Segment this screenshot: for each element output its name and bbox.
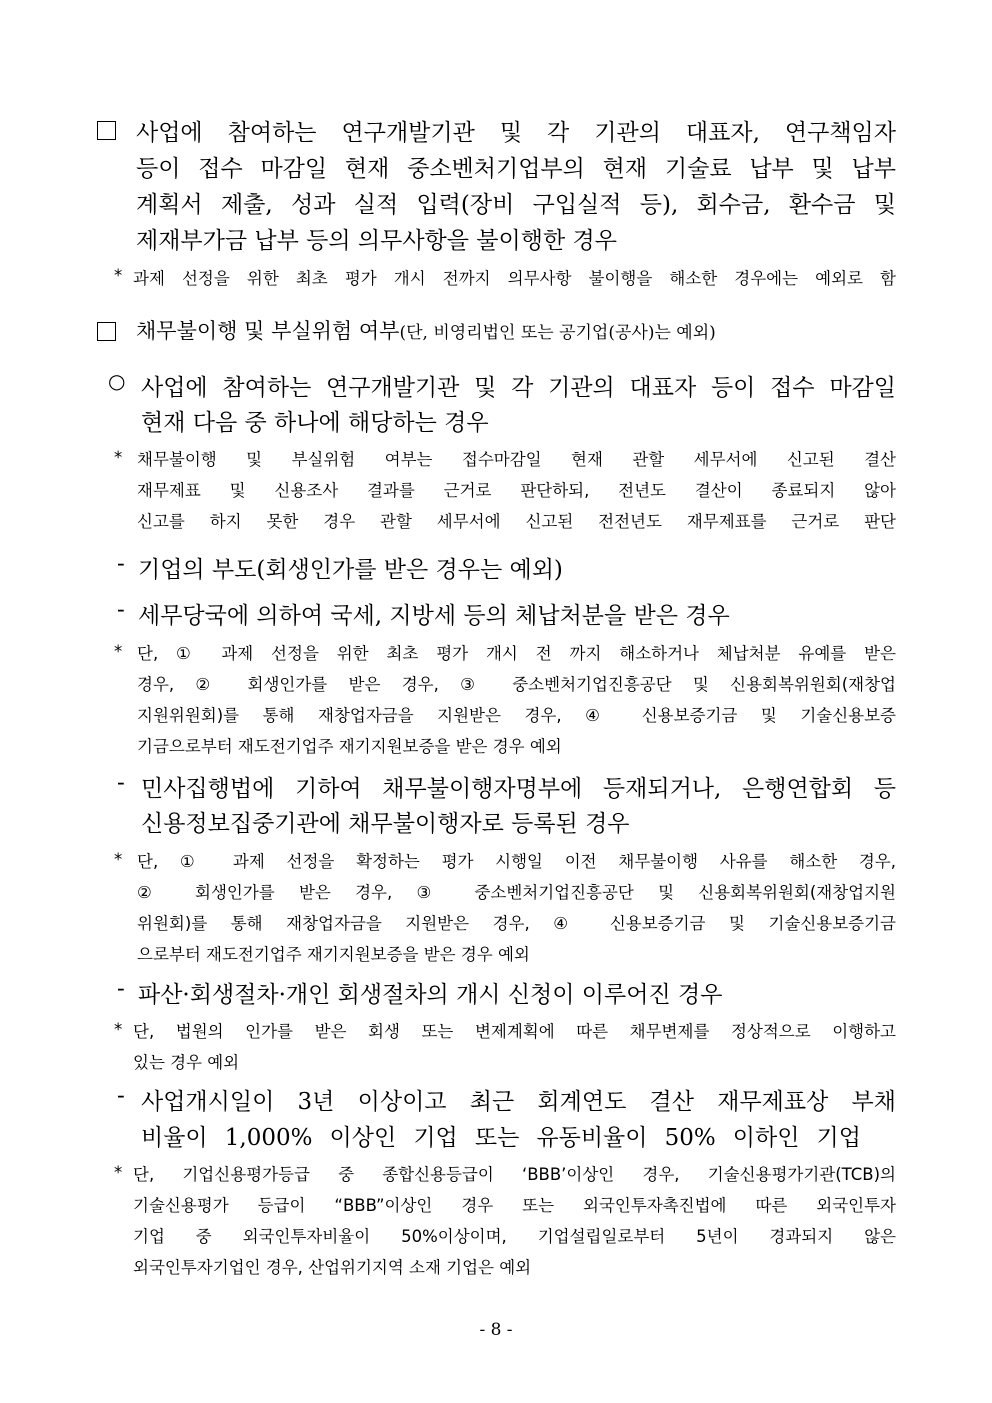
item-3-note-marker: * xyxy=(114,850,123,869)
item-2-note-line-3: 지원위원회)를 통해 재창업자금을 지원받은 경우, ④ 신용보증기금 및 기술신용보증 xyxy=(137,706,896,725)
dash-marker: - xyxy=(117,770,125,796)
item-5-note-marker: * xyxy=(114,1163,123,1182)
item-5-note-line-4: 외국인투자기업인 경우, 산업위기지역 소재 기업은 예외 xyxy=(133,1258,532,1277)
s1-line-2: 등이 접수 마감일 현재 중소벤처기업부의 현재 기술료 납부 및 납부 xyxy=(136,156,896,182)
dash-marker: - xyxy=(117,597,125,623)
item-3-note-line-3: 위원회)를 통해 재창업자금을 지원받은 경우, ④ 신용보증기금 및 기술신용보증기금 xyxy=(137,914,896,933)
item-2-note-line-2: 경우, ② 회생인가를 받은 경우, ③ 중소벤처기업진흥공단 및 신용회복위원회(재창업 xyxy=(137,675,896,694)
circle-bullet: ○ xyxy=(108,369,126,393)
item-5-note-line-2: 기술신용평가 등급이 “BBB”이상인 경우 또는 외국인투자촉진법에 따른 외국인투자 xyxy=(133,1196,896,1215)
item-3-note-line-4: 으로부터 재도전기업주 재기지원보증을 받은 경우 예외 xyxy=(137,945,530,964)
dash-marker: - xyxy=(117,1083,125,1109)
dash-marker: - xyxy=(117,976,125,1002)
s2-circle-line-2: 현재 다음 중 하나에 해당하는 경우 xyxy=(141,410,489,436)
checkbox-square-icon xyxy=(97,322,116,341)
s2-title-text: 채무불이행 및 부실위험 여부 xyxy=(136,319,400,343)
item-3-line-2: 신용정보집중기관에 채무불이행자로 등록된 경우 xyxy=(141,811,630,837)
s2-note-line-1: 채무불이행 및 부실위험 여부는 접수마감일 현재 관할 세무서에 신고된 결산 xyxy=(137,450,896,469)
s1-line-1: 사업에 참여하는 연구개발기관 및 각 기관의 대표자, 연구책임자 xyxy=(136,120,896,146)
item-2-note-marker: * xyxy=(114,642,123,661)
dash-marker: - xyxy=(117,551,125,577)
s2-title xyxy=(136,315,716,345)
item-5-line-2: 비율이 1,000% 이상인 기업 또는 유동비율이 50% 이하인 기업 xyxy=(141,1125,861,1151)
s1-line-3: 계획서 제출, 성과 실적 입력(장비 구입실적 등), 회수금, 환수금 및 xyxy=(136,192,896,218)
item-5-note-line-3: 기업 중 외국인투자비율이 50%이상이며, 기업설립일로부터 5년이 경과되지 않은 xyxy=(133,1227,896,1246)
s2-note-line-2: 재무제표 및 신용조사 결과를 근거로 판단하되, 전년도 결산이 종료되지 않아 xyxy=(137,481,896,500)
item-2-note-line-4: 기금으로부터 재도전기업주 재기지원보증을 받은 경우 예외 xyxy=(137,737,562,756)
s2-note-line-3: 신고를 하지 못한 경우 관할 세무서에 신고된 전전년도 재무제표를 근거로 판단 xyxy=(137,512,896,531)
item-5-note-line-1: 단, 기업신용평가등급 중 종합신용등급이 ‘BBB’이상인 경우, 기술신용평가기관(TCB)의 xyxy=(133,1165,896,1184)
item-3-note-line-1: 단, ① 과제 선정을 확정하는 평가 시행일 이전 채무불이행 사유를 해소한 경우, xyxy=(137,852,896,871)
item-3-note-line-2: ② 회생인가를 받은 경우, ③ 중소벤처기업진흥공단 및 신용회복위원회(재창업지원 xyxy=(137,883,896,902)
item-3-line-1: 민사집행법에 기하여 채무불이행자명부에 등재되거나, 은행연합회 등 xyxy=(141,776,896,802)
page-number: - 8 - xyxy=(479,1320,513,1340)
s2-circle-line-1: 사업에 참여하는 연구개발기관 및 각 기관의 대표자 등이 접수 마감일 xyxy=(141,375,896,401)
item-1-line-1: 기업의 부도(회생인가를 받은 경우는 예외) xyxy=(138,557,563,583)
item-5-line-1: 사업개시일이 3년 이상이고 최근 회계연도 결산 재무제표상 부채 xyxy=(141,1089,896,1115)
item-2-note-line-1: 단, ① 과제 선정을 위한 최초 평가 개시 전 까지 해소하거나 체납처분 유예를 받은 xyxy=(137,644,896,663)
item-4-line-1: 파산·회생절차·개인 회생절차의 개시 신청이 이루어진 경우 xyxy=(138,982,723,1008)
item-4-note-line-1: 단, 법원의 인가를 받은 회생 또는 변제계획에 따른 채무변제를 정상적으로 이행하고 xyxy=(133,1022,896,1041)
s1-line-4: 제재부가금 납부 등의 의무사항을 불이행한 경우 xyxy=(136,228,617,254)
checkbox-square-icon xyxy=(97,121,116,140)
item-2-line-1: 세무당국에 의하여 국세, 지방세 등의 체납처분을 받은 경우 xyxy=(138,603,730,629)
s1-note: 과제 선정을 위한 최초 평가 개시 전까지 의무사항 불이행을 해소한 경우에는 예외로 함 xyxy=(133,269,896,288)
s1-note-marker: * xyxy=(114,266,123,285)
s2-title-paren: (단, 비영리법인 또는 공기업(공사)는 예외) xyxy=(399,323,716,343)
item-4-note-line-2: 있는 경우 예외 xyxy=(133,1053,240,1072)
s2-note-marker: * xyxy=(114,448,123,467)
item-4-note-marker: * xyxy=(114,1020,123,1039)
